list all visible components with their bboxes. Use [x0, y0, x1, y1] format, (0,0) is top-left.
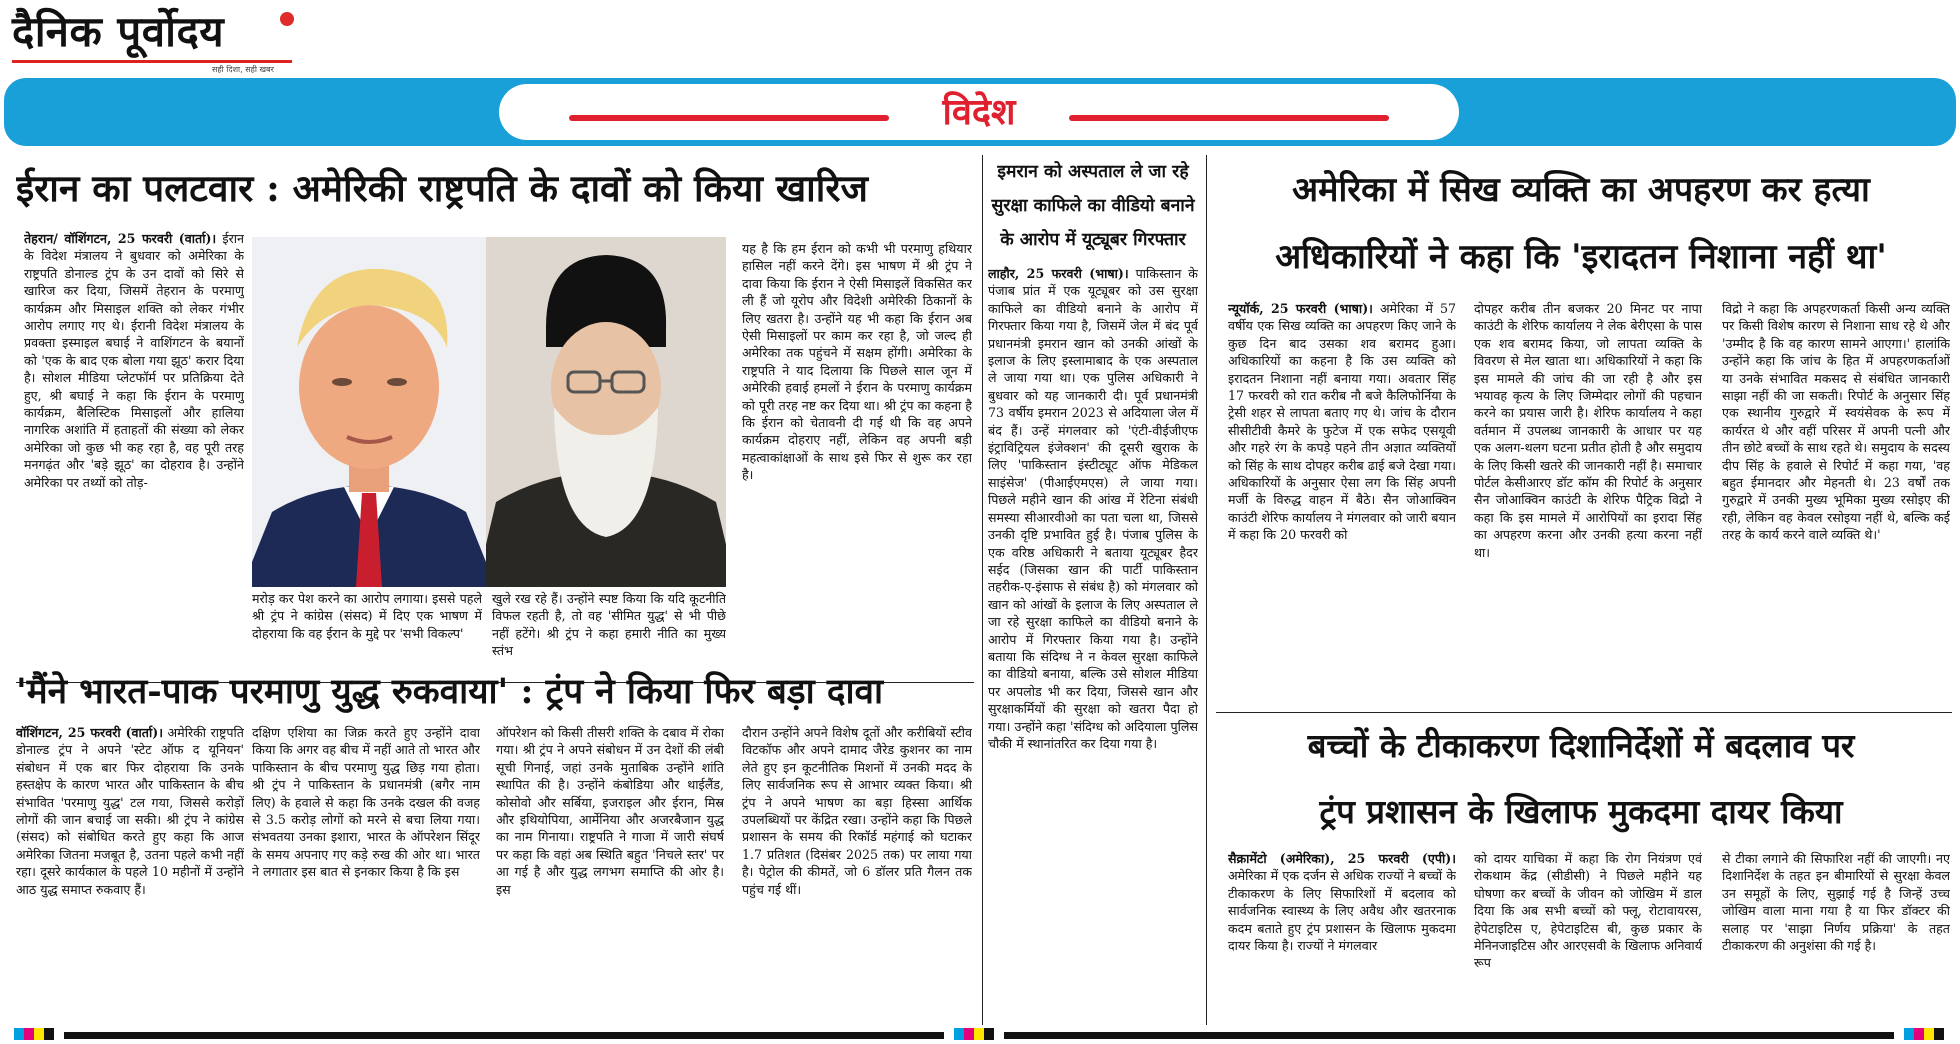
khamenei-photo: [486, 237, 726, 587]
story5-col2: को दायर याचिका में कहा कि रोग नियंत्रण एवं रोकथाम केंद्र (सीडीसी) ने पिछले महीने यह घोषणा कर बच्चों के जीवन को जोखिम में डाल दिया कि अब सभी बच्चों को फ्लू, रोटावायरस, हेपेटाइटिस ए, हेपेटाइटिस बी, कुछ प्रकार के मेनिनजाइटिस और आरएसवी के खिलाफ अनिवार्य रूप: [1474, 851, 1702, 971]
masthead: [12, 8, 302, 74]
story2-body-text: पाकिस्तान के पंजाब प्रांत में एक यूट्यूबर को उस सुरक्षा काफिले का वीडियो बनाने के आरोप में गिरफ्तार किया गया है, जिसमें जेल में बंद पूर्व प्रधानमंत्री इमरान खान को उनकी आंखों के इलाज के लिए इस्लामाबाद के एक अस्पताल ले जाया गया था। एक पुलिस अधिकारी ने बुधवार को यह जानकारी दी। पूर्व प्रधानमंत्री 73 वर्षीय इमरान 2023 से अदियाला जेल में बंद हैं। उन्हें मंगलवार को 'एंटी-वीईजीएफ इंट्राविट्रियल इंजेक्शन' की दूसरी खुराक के लिए 'पाकिस्तान इंस्टीट्यूट ऑफ मेडिकल साइंसेज' (पीआईएमएस) ले जाया गया। पिछले महीने खान की आंख में रेटिना संबंधी समस्या सीआरवीओ का पता चला था, जिससे उनकी दृष्टि प्रभावित हुई है। पंजाब पुलिस के एक वरिष्ठ अधिकारी ने बताया यूट्यूबर हैदर सईद (जिसका खान की पार्टी पाकिस्तान तहरीक-ए-इंसाफ से संबंध है) को मंगलवार को खान को आंखों के इलाज के लिए अस्पताल ले जा रहे सुरक्षा काफिले का वीडियो बनाने के आरोप में गिरफ्तार किया गया है। उन्होंने बताया कि संदिग्ध ने न केवल सुरक्षा काफिले का वीडियो बनाया, बल्कि उसे सोशल मीडिया पर अपलोड भी कर दिया, जिससे खान और सुरक्षाकर्मियों की सुरक्षा को खतरा पैदा हो गया। उन्होंने कहा 'संदिग्ध को अदियाला पुलिस चौकी में स्थानांतरित कर दिया गया है।: [988, 266, 1198, 751]
masthead-logo-dot: [280, 12, 294, 26]
story1-headline: ईरान का पलटवार : अमेरिकी राष्ट्रपति के दावों को किया खारिज: [16, 166, 868, 210]
color-registration-center: [954, 1028, 994, 1040]
footer-rule-left: [64, 1032, 944, 1039]
masthead-rule: [12, 60, 292, 63]
story5-dateline: सैक्रामेंटो (अमेरिका), 25 फरवरी (एपी)।: [1228, 851, 1456, 866]
story4-col2: दक्षिण एशिया का जिक्र करते हुए उन्होंने दावा किया कि अगर वह बीच में नहीं आते तो भारत और पाकिस्तान के बीच परमाणु युद्ध छिड़ गया होता। श्री ट्रंप ने पाकिस्तान के प्रधानमंत्री (बगैर नाम लिए) के हवाले से कहा कि उनके दखल की वजह से 3.5 करोड़ लोगों को मरने से बचा लिया गया। संभवतया उनका इशारा, भारत के ऑपरेशन सिंदूर के समय अपनाए गए कड़े रुख की ओर था। भारत ने लगातार इस बात से इनकार किया है कि इस: [252, 725, 480, 880]
column-rule-right: [1206, 155, 1207, 1025]
masthead-tagline: सही दिशा, सही खबर: [212, 65, 274, 74]
story5-headline-line1: बच्चों के टीकाकरण दिशानिर्देशों में बदलाव पर: [1307, 726, 1855, 765]
story3-col3: विद्रो ने कहा कि अपहरणकर्ता किसी अन्य व्यक्ति पर किसी विशेष कारण से निशाना साध रहे थे और 'उम्मीद है कि वह कारण सामने आएगा।' हालांकि उन्होंने कहा कि जांच के हित में अपहरणकर्ताओं या उनके संभावित मकसद से संबंधित जानकारी साझा नहीं की जा सकती। रिपोर्ट के अनुसार सिंह एक स्थानीय गुरुद्वारे में स्वयंसेवक के रूप में कार्यरत थे और वहीं परिसर में अपनी पत्नी और तीन छोटे बच्चों के साथ रहते थे। समुदाय के सदस्य दीप सिंह के हवाले से रिपोर्ट में कहा गया, 'वह बहुत ईमानदार और मेहनती थे। 23 वर्षों तक गुरुद्वारे में उनकी मुख्य भूमिका मुख्य रसोइए की रही, लेकिन वह केवल रसोइया नहीं थे, बल्कि कई तरह के कार्य करने वाले व्यक्ति थे।': [1722, 301, 1950, 543]
story4-col3: ऑपरेशन को किसी तीसरी शक्ति के दबाव में रोका गया। श्री ट्रंप ने अपने संबोधन में उन देशों की लंबी सूची गिनाई, जहां उनके मुताबिक उन्होंने शांति स्थापित की है। उन्होंने कंबोडिया और थाईलैंड, कोसोवो और सर्बिया, इजराइल और ईरान, मिस्र और इथियोपिया, आर्मेनिया और अजरबैजान युद्ध का नाम गिनाया। राष्ट्रपति ने गाजा में जारी संघर्ष पर कहा कि वहां अब स्थिति बहुत 'निचले स्तर' पर आ गई है और युद्ध लगभग समाप्ति की ओर है। इस: [496, 725, 724, 897]
story4-col4: दौरान उन्होंने अपने विशेष दूतों और करीबियों स्टीव विटकॉफ और अपने दामाद जैरेड कुशनर का नाम लेते हुए इन कूटनीतिक मिशनों में उनकी मदद के लिए सार्वजनिक रूप से आभार व्यक्त किया। श्री ट्रंप ने अपने भाषण का बड़ा हिस्सा आर्थिक उपलब्धियों पर केंद्रित रखा। उन्होंने कहा कि पिछले प्रशासन के समय की रिकॉर्ड महंगाई को घटाकर 1.7 प्रतिशत (दिसंबर 2025 तक) पर लाया गया है। पेट्रोल की कीमतें, जो 6 डॉलर प्रति गैलन तक पहुंच गई थीं।: [742, 725, 972, 897]
color-registration-right: [1904, 1028, 1944, 1040]
story5-col1: [1228, 850, 1456, 1028]
divider-story3: [1216, 712, 1952, 713]
section-banner: [4, 78, 1956, 146]
story3-col2: दोपहर करीब तीन बजकर 20 मिनट पर नापा काउंटी के शेरिफ कार्यालय ने लेक बेरीएसा के पास एक शव बरामद किया, जो लापता व्यक्ति के विवरण से मेल खाता था। अधिकारियों ने कहा कि इस मामले की जांच की जा रही है और इस भयावह कृत्य के लिए जिम्मेदार लोगों की पहचान करने का प्रयास जारी है। शेरिफ कार्यालय ने कहा वर्तमान में उपलब्ध जानकारी के आधार पर यह एक अलग-थलग घटना प्रतीत होती है और समुदाय के लिए किसी खतरे की जानकारी नहीं है। समाचार पोर्टल केसीआरए डॉट कॉम की रिपोर्ट के अनुसार सैन जोआक्विन काउंटी के शेरिफ पैट्रिक विद्रो ने कहा कि इस मामले में आरोपियों का इरादा सिंह का अपहरण करना और उनकी हत्या करना नहीं था।: [1474, 301, 1702, 560]
trump-portrait: [252, 237, 486, 587]
story2-headline: इमरान को अस्पताल ले जा रहे सुरक्षा काफिले का वीडियो बनाने के आरोप में यूट्यूबर गिरफ्तार: [991, 162, 1195, 250]
story4-dateline: वॉशिंगटन, 25 फरवरी (वार्ता)।: [16, 725, 163, 740]
story1-col1: [24, 230, 244, 675]
story5-col3: से टीका लगाने की सिफारिश नहीं की जाएगी। नए दिशानिर्देश के तहत इन बीमारियों से सुरक्षा केवल उन समूहों के लिए, सुझाई गई है जिन्हें उच्च जोखिम वाला माना गया है या फिर डॉक्टर की सलाह पर 'साझा निर्णय प्रक्रिया' के तहत टीकाकरण की अनुशंसा की गई है।: [1722, 851, 1950, 954]
story3-headline-line2: अधिकारियों ने कहा कि 'इरादतन निशाना नहीं था': [1275, 237, 1887, 277]
khamenei-portrait: [486, 237, 726, 587]
story3-col1: [1228, 300, 1456, 710]
color-registration-left: [14, 1028, 54, 1040]
masthead-title: दैनिक पूर्वोदय: [12, 7, 225, 56]
story1-dateline: तेहरान/ वॉशिंगटन, 25 फरवरी (वार्ता)।: [24, 231, 217, 246]
story1-col1-text: ईरान के विदेश मंत्रालय ने बुधवार को अमेरिका के राष्ट्रपति डोनाल्ड ट्रंप के उन दावों को सिरे से खारिज कर दिया, जिसमें तेहरान के परमाणु कार्यक्रम और मिसाइल शक्ति को लेकर गंभीर आरोप लगाए गए थे। ईरानी विदेश मंत्रालय के प्रवक्ता इस्माइल बघाई ने वाशिंगटन के बयानों को 'एक के बाद एक बोला गया झूठ' करार दिया है। सोशल मीडिया प्लेटफॉर्म पर प्रतिक्रिया देते हुए, श्री बघाई ने कहा कि ईरान के परमाणु कार्यक्रम, बैलिस्टिक मिसाइलों और हालिया नागरिक अशांति में हताहतों की संख्या को लेकर अमेरिका जो कुछ भी कह रहा है, वह पूरी तरह मनगढ़ंत और 'बड़े झूठ' का दोहराव है। उन्होंने अमेरिका पर तथ्यों को तोड़-: [24, 231, 244, 490]
story1-col4: यह है कि हम ईरान को कभी भी परमाणु हथियार हासिल नहीं करने देंगे। इस भाषण में श्री ट्रंप ने दावा किया कि ईरान ने ऐसी मिसाइलें विकसित कर ली हैं जो यूरोप और विदेशी अमेरिकी ठिकानों के लिए खतरा है। उन्होंने यह भी कहा कि ईरान अब ऐसी मिसाइलों पर काम कर रहा है, जो जल्द ही अमेरिका तक पहुंचने में सक्षम होंगी। अमेरिका के राष्ट्रपति ने याद दिलाया कि पिछले साल जून में अमेरिकी हवाई हमलों ने ईरान के परमाणु कार्यक्रम को पूरी तरह नष्ट कर दिया था। श्री ट्रंप का कहना है कि ईरान को चेतावनी दी गई थी कि वह अपने कार्यक्रम दोहराए नहीं, लेकिन वह अपनी बड़ी महत्वाकांक्षाओं के साथ इसे फिर से शुरू कर रहा है।: [742, 241, 972, 483]
column-rule-left: [982, 155, 983, 1025]
story4-col1: [16, 724, 244, 1034]
story2-body: [988, 265, 1198, 1030]
story3-headline-line1: अमेरिका में सिख व्यक्ति का अपहरण कर हत्या: [1292, 170, 1870, 210]
story1-col3: खुले रख रहे हैं। उन्होंने स्पष्ट किया कि यदि कूटनीति विफल रहती है, तो वह 'सीमित युद्ध' से भी पीछे नहीं हटेंगे। श्री ट्रंप ने कहा हमारी नीति का मुख्य स्तंभ: [492, 591, 726, 659]
story4-headline: 'मैंने भारत-पाक परमाणु युद्ध रुकवाया' : ट्रंप ने किया फिर बड़ा दावा: [16, 671, 884, 712]
trump-photo: [252, 237, 486, 587]
story5-headline-line2: ट्रंप प्रशासन के खिलाफ मुकदमा दायर किया: [1319, 792, 1843, 831]
story1-col2: मरोड़ कर पेश करने का आरोप लगाया। इससे पहले श्री ट्रंप ने कांग्रेस (संसद) में दिए एक भाषण में दोहराया कि वह ईरान के मुद्दे पर 'सभी विकल्प': [252, 591, 482, 641]
section-label: विदेश: [942, 91, 1016, 133]
story2-dateline: लाहौर, 25 फरवरी (भाषा)।: [988, 266, 1129, 281]
story3-col1-text: अमेरिका में 57 वर्षीय एक सिख व्यक्ति का अपहरण किए जाने के कुछ दिन बाद उसका शव बरामद हुआ। अधिकारियों का कहना है कि उस व्यक्ति को इरादतन निशाना नहीं बनाया गया। अवतार सिंह 17 फरवरी को रात करीब नौ बजे कैलिफोर्निया के ट्रेसी शहर से लापता बताए गए थे। जांच के दौरान सीसीटीवी कैमरे के फुटेज में एक सफेद एसयूवी और गहरे रंग के कपड़े पहने तीन अज्ञात व्यक्तियों को सिंह के साथ दोपहर करीब ढाई बजे देखा गया। अधिकारियों के अनुसार ऐसा लग कि सिंह अपनी मर्जी के विरुद्ध वाहन में बैठे। सैन जोआक्विन काउंटी शेरिफ कार्यालय ने मंगलवार को जारी बयान में कहा कि 20 फरवरी को: [1228, 301, 1456, 543]
section-pill: [499, 84, 1459, 140]
footer-rule-right: [1004, 1032, 1894, 1039]
story5-col1-text: अमेरिका में एक दर्जन से अधिक राज्यों ने बच्चों के टीकाकरण के लिए सिफारिशों में बदलाव को सार्वजनिक स्वास्थ्य के लिए अवैध और खतरनाक कदम बताते हुए ट्रंप प्रशासन के खिलाफ मुकदमा दायर किया है। राज्यों ने मंगलवार: [1228, 868, 1456, 954]
story4-col1-text: अमेरिकी राष्ट्रपति डोनाल्ड ट्रंप ने अपने 'स्टेट ऑफ द यूनियन' संबोधन में एक बार फिर दोहराया कि उनके हस्तक्षेप के कारण भारत और पाकिस्तान के बीच संभावित 'परमाणु युद्ध' टल गया, जिससे करोड़ों लोगों की जान बचाई जा सकी। श्री ट्रंप ने कांग्रेस (संसद) को संबोधित करते हुए कहा कि आज अमेरिका जितना मजबूत है, उतना पहले कभी नहीं रहा। दूसरे कार्यकाल के पहले 10 महीनों में उन्होंने आठ युद्ध समाप्त रुकवाए हैं।: [16, 725, 244, 897]
story3-dateline: न्यूयॉर्क, 25 फरवरी (भाषा)।: [1228, 301, 1373, 316]
